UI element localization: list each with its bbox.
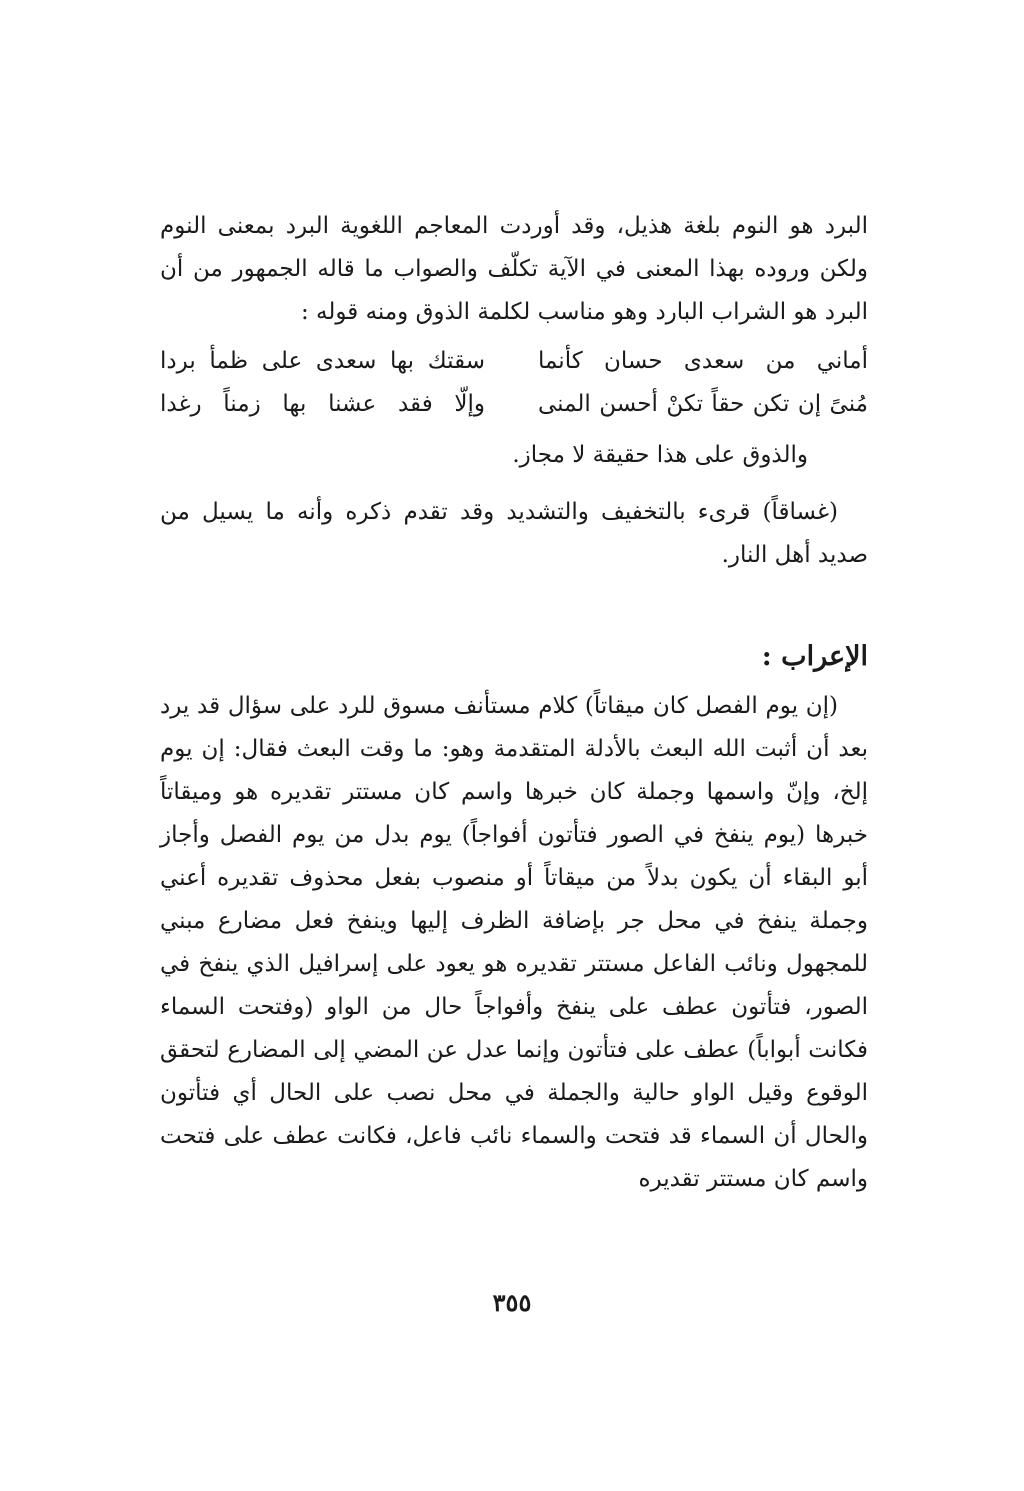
poem bbox=[160, 340, 868, 426]
poem-verse-1-second: سقتك بها سعدى على ظمأ بردا bbox=[160, 348, 485, 374]
irab-heading: الإعراب : bbox=[761, 641, 868, 672]
ghassaq-paragraph: (غساقاً) قرىء بالتخفيف والتشديد وقد تقدم ذكره وأنه ما يسيل من صديد أهل النار. bbox=[160, 499, 868, 568]
page-number: ٣٥٥ bbox=[492, 1288, 532, 1317]
dhawq-note: والذوق على هذا حقيقة لا مجاز. bbox=[512, 442, 808, 468]
section-spacer bbox=[160, 577, 868, 633]
intro-paragraph: البرد هو النوم بلغة هذيل، وقد أوردت المعاجم اللغوية البرد بمعنى النوم ولكن وروده بهذا المعنى في الآية تكلّف والصواب ما قاله الجمهور من أن البرد هو الشراب البارد وهو مناسب لكلمة الذوق ومنه قوله : bbox=[160, 213, 868, 325]
page-content bbox=[160, 205, 868, 1201]
poem-verse-1-first: أماني من سعدى حسان كأنما bbox=[538, 348, 868, 374]
irab-paragraph: (إن يوم الفصل كان ميقاتاً) كلام مستأنف مسوق للرد على سؤال قد يرد بعد أن أثبت الله البعث بالأدلة المتقدمة وهو: ما وقت البعث فقال: إن يوم إلخ، وإنّ واسمها وجملة كان خبرها واسم كان مستتر تقديره هو وميقاتاً خبرها (يوم ينفخ في الصور فتأتون أفواجاً) يوم بدل من يوم الفصل وأجاز أبو البقاء أن يكون بدلاً من ميقاتاً أو منصوب بفعل محذوف تقديره أعني وجملة ينفخ في محل جر بإضافة الظرف إليها وينفخ فعل مضارع مبني للمجهول ونائب الفاعل مستتر تقديره هو يعود على إسرافيل الذي ينفخ في الصور، فتأتون عطف على ينفخ وأفواجاً حال من الواو (وفتحت السماء فكانت أبواباً) عطف على فتأتون وإنما عدل عن المضي إلى المضارع لتحقق الوقوع وقيل الواو حالية والجملة في محل نصب على الحال أي فتأتون والحال أن السماء قد فتحت والسماء نائب فاعل، فكانت عطف على فتحت واسم كان مستتر تقديره bbox=[160, 693, 868, 1192]
poem-verse-2-first: مُنىً إن تكن حقاً تكنْ أحسن المنى bbox=[538, 391, 868, 417]
poem-verse-2-second: وإلّا فقد عشنا بها زمناً رغدا bbox=[160, 391, 485, 417]
poem-verse-1 bbox=[160, 340, 868, 383]
poem-verse-2 bbox=[160, 383, 868, 426]
